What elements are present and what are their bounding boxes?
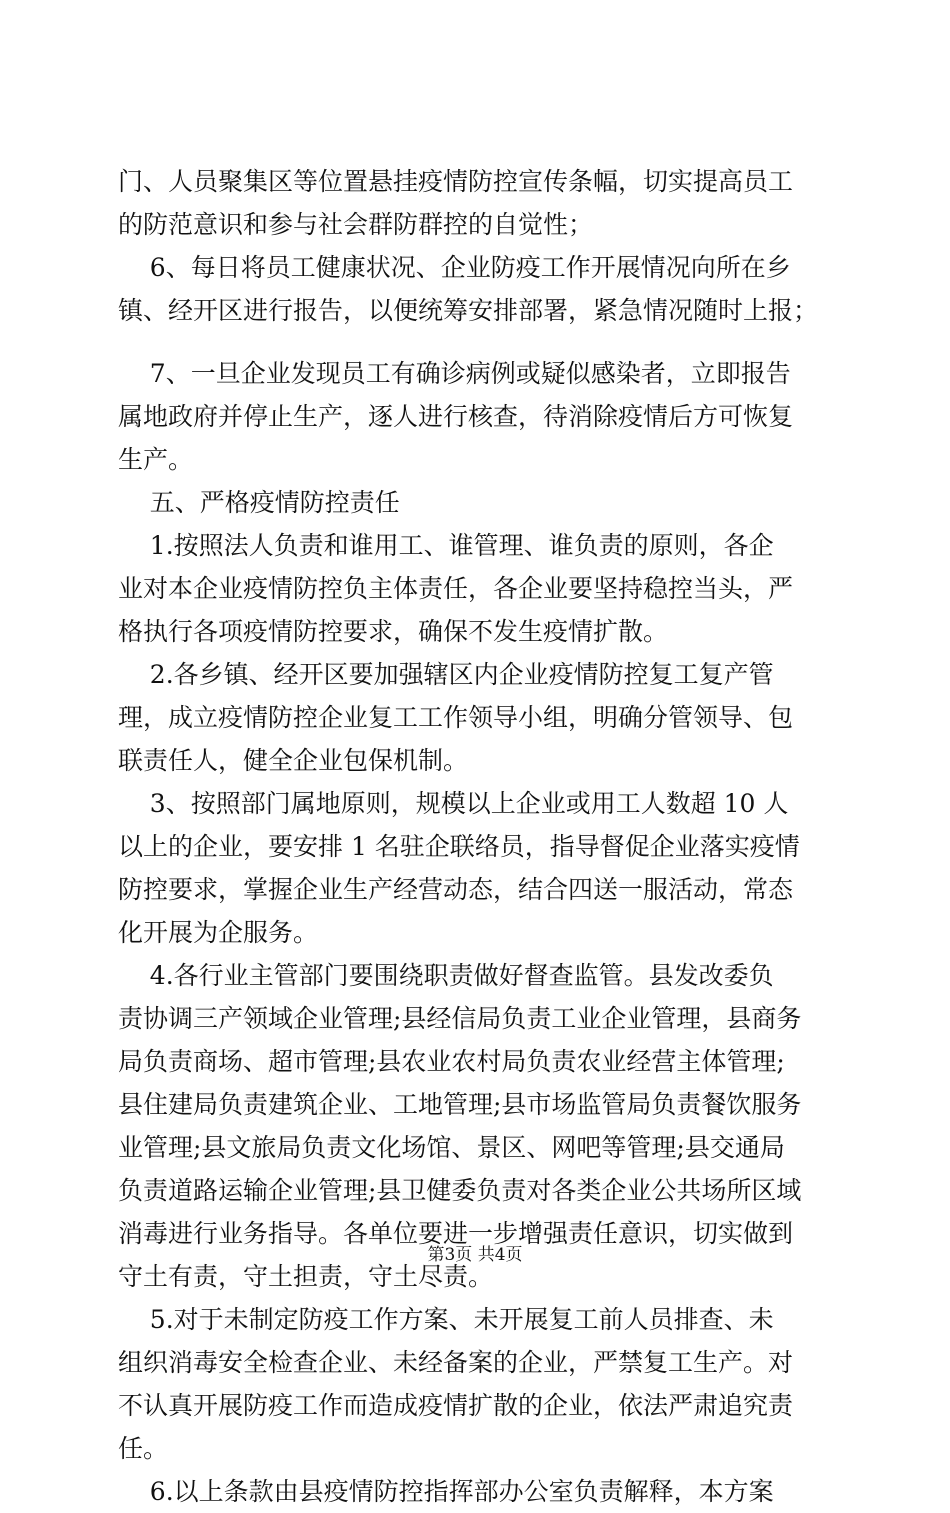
text-line: 6.以上条款由县疫情防控指挥部办公室负责解释，本方案 [118,1477,774,1506]
text-line: 联责任人，健全企业包保机制。 [118,746,469,775]
text-line: 1.按照法人负责和谁用工、谁管理、谁负责的原则，各企 [118,531,774,560]
blank-line [118,332,838,352]
text-line: 消毒进行业务指导。各单位要进一步增强责任意识，切实做到 [118,1219,794,1248]
text-line: 防控要求，掌握企业生产经营动态，结合四送一服活动，常态 [118,875,794,904]
text-line: 属地政府并停止生产，逐人进行核查，待消除疫情后方可恢复 [118,402,794,431]
text-line: 组织消毒安全检查企业、未经备案的企业，严禁复工生产。对 [118,1348,794,1377]
text-line: 5.对于未制定防疫工作方案、未开展复工前人员排查、未 [118,1305,774,1334]
text-line: 负责道路运输企业管理;县卫健委负责对各类企业公共场所区域 [118,1176,802,1205]
text-line: 县住建局负责建筑企业、工地管理;县市场监管局负责餐饮服务 [118,1090,802,1119]
text-line: 化开展为企服务。 [118,918,319,947]
text-line: 6、每日将员工健康状况、企业防疫工作开展情况向所在乡 [118,253,791,282]
text-line: 镇、经开区进行报告，以便统筹安排部署，紧急情况随时上报； [118,296,819,325]
page-footer: 第3页 共4页 [427,1245,523,1265]
text-line: 4.各行业主管部门要围绕职责做好督查监管。县发改委负 [118,961,774,990]
text-line: 任。 [118,1434,169,1463]
text-line: 3、按照部门属地原则，规模以上企业或用工人数超 10 人 [118,789,789,818]
text-line: 责协调三产领域企业管理;县经信局负责工业企业管理，县商务 [118,1004,802,1033]
text-line: 的防范意识和参与社会群防群控的自觉性； [118,210,594,239]
text-line: 7、一旦企业发现员工有确诊病例或疑似感染者，立即报告 [118,359,791,388]
text-line: 业管理;县文旅局负责文化场馆、景区、网吧等管理;县交通局 [118,1133,785,1162]
text-line: 门、人员聚集区等位置悬挂疫情防控宣传条幅，切实提高员工 [118,167,794,196]
document-body [118,160,838,1513]
text-line: 以上的企业，要安排 1 名驻企联络员，指导督促企业落实疫情 [118,832,800,861]
text-line: 不认真开展防疫工作而造成疫情扩散的企业，依法严肃追究责 [118,1391,794,1420]
text-line: 2.各乡镇、经开区要加强辖区内企业疫情防控复工复产管 [118,660,774,689]
text-line: 局负责商场、超市管理;县农业农村局负责农业经营主体管理; [118,1047,785,1076]
text-line: 守土有责，守土担责，守土尽责。 [118,1262,494,1291]
text-line: 生产。 [118,445,194,474]
text-line: 五、严格疫情防控责任 [118,488,400,517]
text-line: 业对本企业疫情防控负主体责任，各企业要坚持稳控当头，严 [118,574,794,603]
text-line: 理，成立疫情防控企业复工工作领导小组，明确分管领导、包 [118,703,794,732]
text-line: 格执行各项疫情防控要求，确保不发生疫情扩散。 [118,617,669,646]
